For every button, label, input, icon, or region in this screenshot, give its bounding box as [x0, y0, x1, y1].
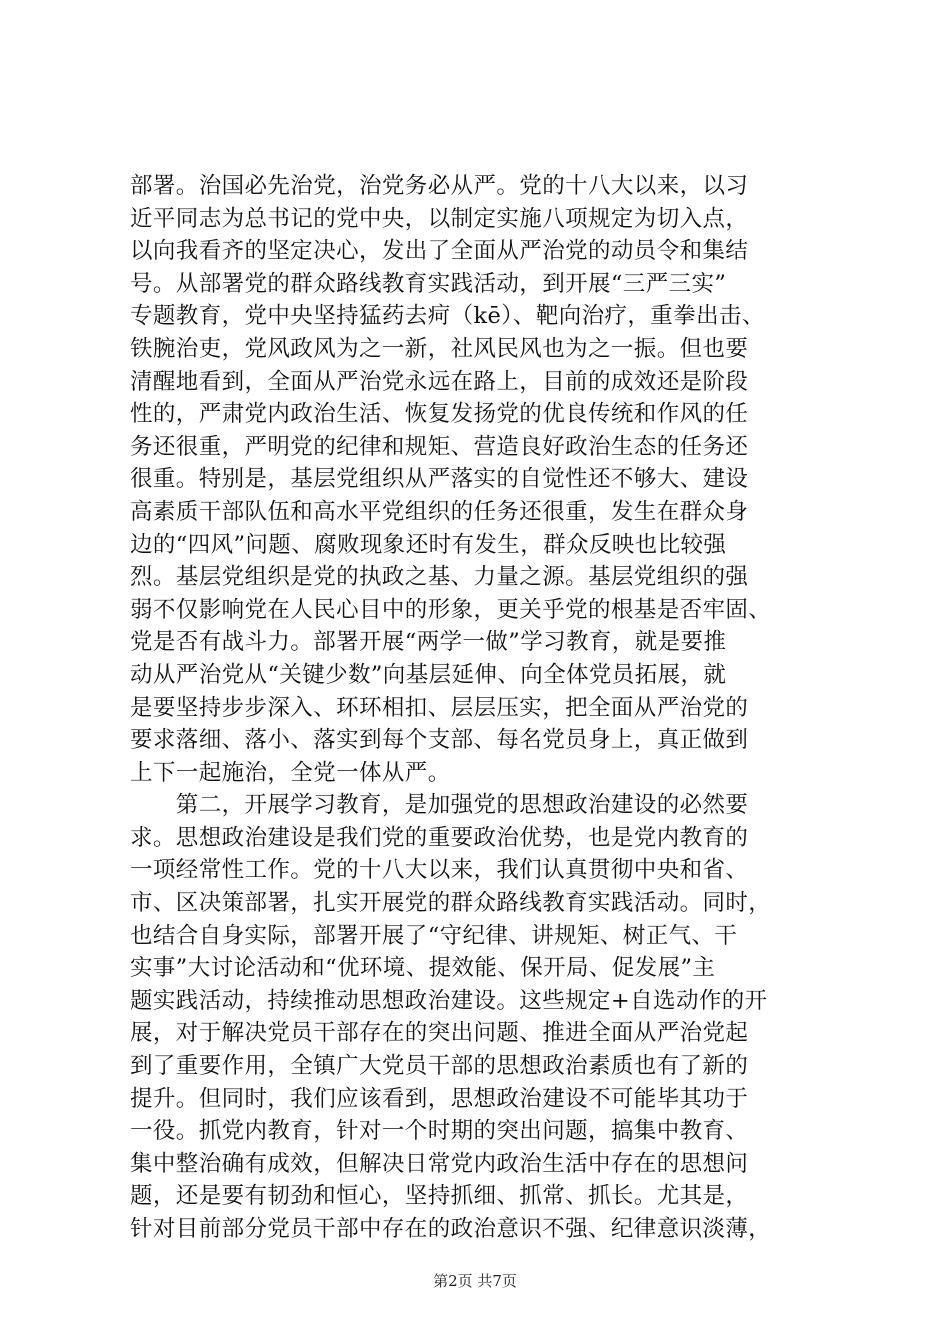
text-line: 提升。但同时，我们应该看到，思想政治建设不可能毕其功于: [130, 1085, 749, 1112]
body-text: [130, 170, 830, 1246]
text-line: 一项经常性工作。党的十八大以来，我们认真贯彻中央和省、: [130, 857, 749, 884]
text-line: 烈。基层党组织是党的执政之基、力量之源。基层党组织的强: [130, 564, 749, 591]
text-line: 铁腕治吏，党风政风为之一新，社风民风也为之一振。但也要: [130, 335, 749, 362]
text-line: 弱不仅影响党在人民心目中的形象，更关乎党的根基是否牢固、: [130, 596, 772, 623]
page-footer: 第2页 共7页: [433, 1272, 517, 1290]
text-line: 务还很重，严明党的纪律和规矩、营造良好政治生态的任务还: [130, 433, 749, 460]
text-line: 到了重要作用，全镇广大党员干部的思想政治素质也有了新的: [130, 1053, 749, 1080]
text-line: 号。从部署党的群众路线教育实践活动，到开展“三严三实”: [130, 270, 727, 297]
text-line: 第二，开展学习教育，是加强党的思想政治建设的必然要: [130, 792, 749, 819]
text-line: 近平同志为总书记的党中央，以制定实施八项规定为切入点，: [130, 205, 749, 232]
text-line: 题，还是要有韧劲和恒心，坚持抓细、抓常、抓长。尤其是，: [130, 1183, 749, 1210]
text-line: 实事”大讨论活动和“优环境、提效能、保开局、促发展”主: [130, 955, 716, 982]
text-line: 题实践活动，持续推动思想政治建设。这些规定+自选动作的开: [130, 987, 768, 1014]
text-line: 高素质干部队伍和高水平党组织的任务还很重，发生在群众身: [130, 498, 749, 525]
text-line: 很重。特别是，基层党组织从严落实的自觉性还不够大、建设: [130, 466, 749, 493]
text-line: 是要坚持步步深入、环环相扣、层层压实，把全面从严治党的: [130, 694, 749, 721]
text-line: 以向我看齐的坚定决心，发出了全面从严治党的动员令和集结: [130, 238, 749, 265]
text-line: 求。思想政治建设是我们党的重要政治优势，也是党内教育的: [130, 824, 749, 851]
text-line: 要求落细、落小、落实到每个支部、每名党员身上，真正做到: [130, 727, 749, 754]
text-line: 性的，严肃党内政治生活、恢复发扬党的优良传统和作风的任: [130, 401, 749, 428]
text-line: 动从严治党从“关键少数”向基层延伸、向全体党员拓展，就: [130, 661, 727, 688]
text-line: 展，对于解决党员干部存在的突出问题、推进全面从严治党起: [130, 1020, 749, 1047]
text-line: 边的“四风”问题、腐败现象还时有发生，群众反映也比较强: [130, 531, 727, 558]
text-line: 上下一起施治，全党一体从严。: [130, 759, 451, 786]
text-line: 也结合自身实际，部署开展了“守纪律、讲规矩、树正气、干: [130, 922, 738, 949]
text-line: 集中整治确有成效，但解决日常党内政治生活中存在的思想问: [130, 1150, 749, 1177]
text-line: 专题教育，党中央坚持猛药去疴（kē）、靶向治疗，重拳出击、: [130, 303, 765, 330]
text-line: 部署。治国必先治党，治党务必从严。党的十八大以来，以习: [130, 173, 749, 199]
text-line: 清醒地看到，全面从严治党永远在路上，目前的成效还是阶段: [130, 368, 749, 395]
text-line: 一役。抓党内教育，针对一个时期的突出问题，搞集中教育、: [130, 1118, 749, 1145]
text-line: 市、区决策部署，扎实开展党的群众路线教育实践活动。同时，: [130, 890, 772, 917]
text-line: 针对目前部分党员干部中存在的政治意识不强、纪律意识淡薄，: [130, 1216, 772, 1242]
text-line: 党是否有战斗力。部署开展“两学一做”学习教育，就是要推: [130, 629, 727, 656]
